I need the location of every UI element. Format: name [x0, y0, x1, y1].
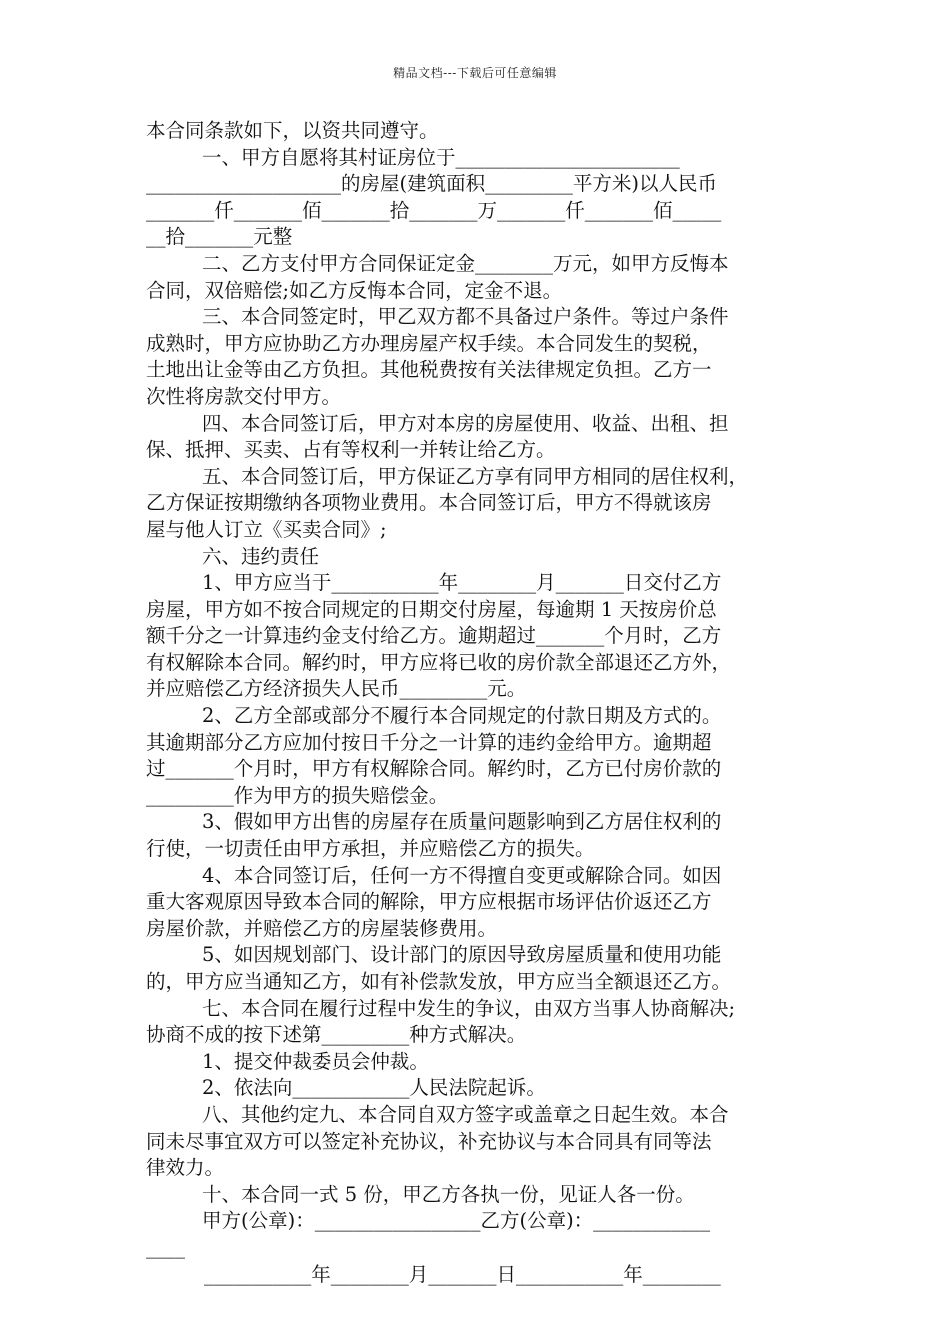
signature-line: ____: [146, 1235, 185, 1259]
text-line: 3、假如甲方出售的房屋存在质量问题影响到乙方居住权利的: [202, 810, 722, 834]
text-line: 屋与他人订立《买卖合同》;: [146, 517, 387, 541]
text-line: 本合同条款如下，以资共同遵守。: [146, 119, 439, 142]
text-line: 重大客观原因导致本合同的解除，甲方应根据市场评估价返还乙方: [146, 890, 712, 914]
text-line: 有权解除本合同。解约时，甲方应将已收的房价款全部退还乙方外，: [146, 650, 732, 674]
signature-line: 甲方(公章)：_________________乙方(公章)：____________: [202, 1209, 711, 1233]
text-line: 5、如因规划部门、设计部门的原因导致房屋质量和使用功能: [202, 943, 722, 967]
text-line: 乙方保证按期缴纳各项物业费用。本合同签订后，甲方不得就该房: [146, 491, 712, 515]
text-line: 合同，双倍赔偿;如乙方反悔本合同，定金不退。: [146, 278, 563, 302]
text-line: 2、乙方全部或部分不履行本合同规定的付款日期及方式的。: [202, 704, 722, 728]
text-line: 1、提交仲裁委员会仲裁。: [202, 1049, 429, 1073]
text-line: 保、抵押、买卖、占有等权利一并转让给乙方。: [146, 438, 556, 462]
text-line: 土地出让金等由乙方负担。其他税费按有关法律规定负担。乙方一: [146, 358, 712, 382]
text-line: 律效力。: [146, 1156, 225, 1180]
text-line: 十、本合同一式 5 份，甲乙方各执一份，见证人各一份。: [202, 1182, 695, 1206]
text-line: 成熟时，甲方应协助乙方办理房屋产权手续。本合同发生的契税，: [146, 331, 712, 355]
text-line: 协商不成的按下述第_________种方式解决。: [146, 1023, 527, 1047]
text-line: 次性将房款交付甲方。: [146, 384, 342, 408]
text-line: _______仟_______佰_______拾_______万_______仟_______佰_____: [146, 198, 722, 222]
text-line: ____________________的房屋(建筑面积_________平方米)以人民币: [146, 172, 717, 196]
text-line: 二、乙方支付甲方合同保证定金________万元，如甲方反悔本: [202, 251, 729, 275]
text-line: 过_______个月时，甲方有权解除合同。解约时，乙方已付房价款的: [146, 757, 722, 781]
text-line: 五、本合同签订后，甲方保证乙方享有同甲方相同的居住权利，: [202, 464, 749, 488]
text-line: 房屋价款，并赔偿乙方的房屋装修费用。: [146, 916, 498, 940]
page-header: 精品文档---下载后可任意编辑: [393, 66, 557, 80]
text-line: 4、本合同签订后，任何一方不得擅自变更或解除合同。如因: [202, 863, 722, 887]
date-line: ___________年________月_______日___________年________: [204, 1262, 721, 1286]
text-line: 六、违约责任: [202, 544, 320, 568]
text-line: 的，甲方应当通知乙方，如有补偿款发放，甲方应当全额退还乙方。: [146, 970, 732, 993]
text-line: 房屋，甲方如不按合同规定的日期交付房屋，每逾期 1 天按房价总: [146, 597, 717, 621]
text-line: _________作为甲方的损失赔偿金。: [146, 783, 449, 807]
text-line: 七、本合同在履行过程中发生的争议，由双方当事人协商解决;: [202, 996, 736, 1020]
text-line: 同未尽事宜双方可以签定补充协议，补充协议与本合同具有同等法: [146, 1129, 712, 1153]
text-line: 额千分之一计算违约金支付给乙方。逾期超过_______个月时，乙方: [146, 624, 722, 648]
text-line: 八、其他约定九、本合同自双方签字或盖章之日起生效。本合: [202, 1102, 729, 1126]
text-line: __拾_______元整: [146, 225, 293, 249]
text-line: 一、甲方自愿将其村证房位于_______________________: [202, 145, 680, 169]
text-line: 其逾期部分乙方应加付按日千分之一计算的违约金给甲方。逾期超: [146, 730, 712, 754]
text-line: 1、甲方应当于___________年________月_______日交付乙方: [202, 571, 722, 595]
text-line: 并应赔偿乙方经济损失人民币_________元。: [146, 677, 527, 701]
text-line: 2、依法向____________人民法院起诉。: [202, 1076, 546, 1100]
contract-body: [146, 118, 806, 1288]
text-line: 行使，一切责任由甲方承担，并应赔偿乙方的损失。: [146, 837, 595, 861]
text-line: 三、本合同签定时，甲乙双方都不具备过户条件。等过户条件: [202, 305, 729, 329]
text-line: 四、本合同签订后，甲方对本房的房屋使用、收益、出租、担: [202, 411, 729, 435]
